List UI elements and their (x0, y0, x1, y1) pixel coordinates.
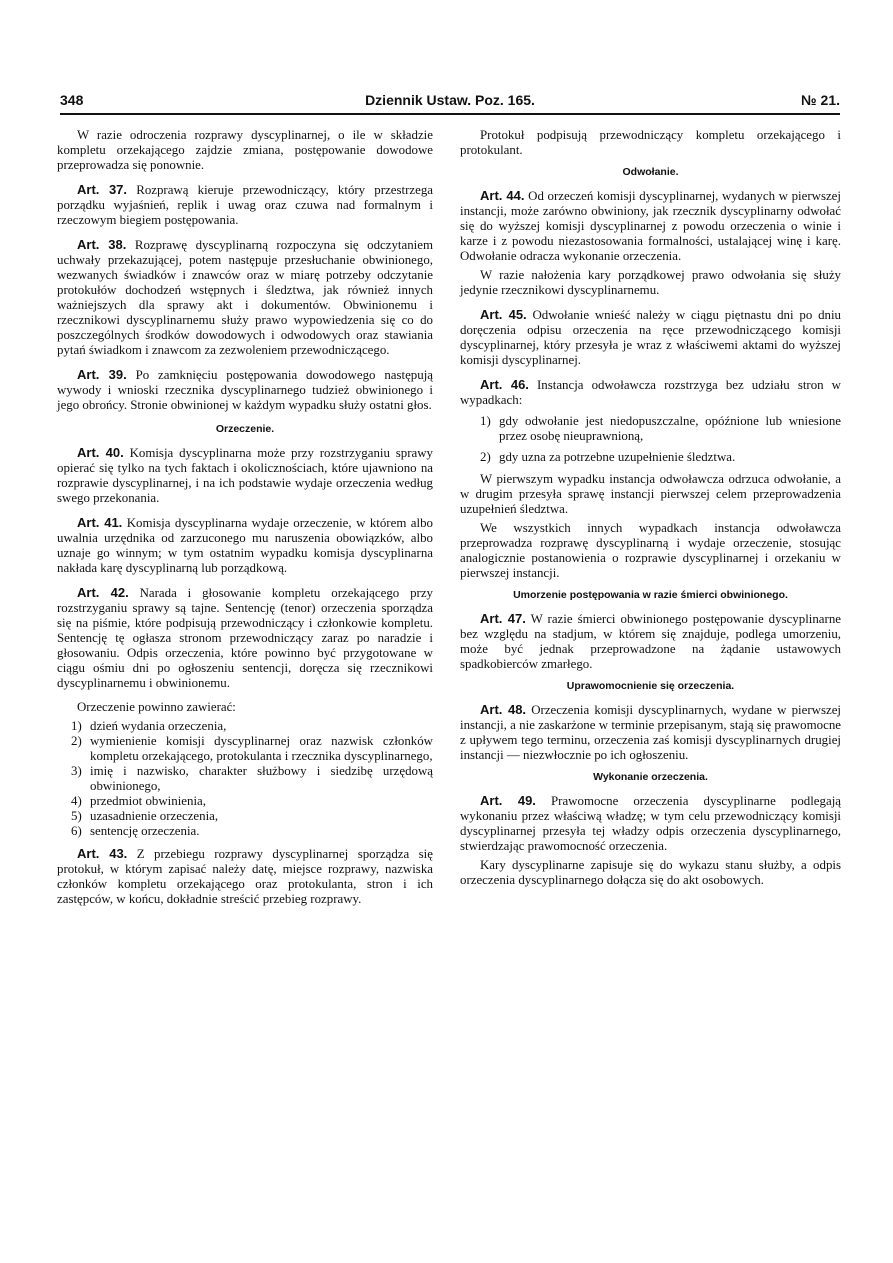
list-text: gdy odwołanie jest niedopuszczalne, opóźnione lub wniesione przez osobę nieuprawnioną, (499, 414, 841, 443)
article-49 (460, 793, 841, 854)
article-label: Art. 37. (77, 182, 128, 197)
article-label: Art. 39. (77, 367, 127, 382)
journal-title: Dziennik Ustaw. Poz. 165. (365, 92, 535, 108)
list-text: uzasadnienie orzeczenia, (90, 809, 219, 823)
article-37 (57, 182, 433, 228)
article-text: Po zamknięciu postępowania dowodowego następują wywody i wnioski rzecznika dyscyplinarnego tudzież obwinionego i jego obrońcy. Stronie obwinionej w każdym wypadku służy ostatni głos. (57, 368, 433, 412)
article-label: Art. 46. (480, 377, 529, 392)
article-44 (460, 188, 841, 264)
article-42 (57, 585, 433, 691)
list-number: 5) (71, 809, 82, 823)
article-text: Od orzeczeń komisji dyscyplinarnej, wydanych w pierwszej instancji, może zarówno obwiniony, jak rzecznik dyscyplinarny odwołać się do wyższej komisji dyscyplinarnej z powodu orzeczenia o winie i karze i z powodu niezastosowania formalności, ustalającej winę i karę. Odwołanie odracza wykonanie orzeczenia. (460, 189, 841, 263)
article-label: Art. 48. (480, 702, 527, 717)
paragraph-odroczenie: W razie odroczenia rozprawy dyscyplinarnej, o ile w składzie kompletu orzekającego zajdzie zmiana, postępowanie dowodowe przeprowadza się ponownie. (57, 128, 433, 172)
article-text: Prawomocne orzeczenia dyscyplinarne podlegają wykonaniu przez właściwą władzę; w tym celu przewodniczący komisji dyscyplinarnej przesyła tej władzy odpis orzeczenia dyscyplinarnego, stwierdzając prawomocność orzeczenia. (460, 794, 841, 853)
paragraph-protokul: Protokuł podpisują przewodniczący kompletu orzekającego i protokulant. (460, 128, 841, 157)
list-number: 2) (71, 734, 82, 748)
page-number: 348 (60, 92, 84, 108)
article-text: Orzeczenia komisji dyscyplinarnych, wydane w pierwszej instancji, a nie zaskarżone w terminie przepisanym, stają się prawomocne z upływem tego terminu, orzeczenia zaś komisji dyscyplinarnych drugiej instancji — niezwłocznie po ich ogłoszeniu. (460, 703, 841, 762)
article-43 (57, 846, 433, 907)
list-text: gdy uzna za potrzebne uzupełnienie śledztwa. (499, 450, 736, 464)
list-item (460, 450, 841, 465)
list-text: dzień wydania orzeczenia, (90, 719, 227, 733)
article-text: Komisja dyscyplinarna wydaje orzeczenie, w którem albo uwalnia urzędnika od zarzuconego mu naruszenia obowiązków, albo uznaje go winnym; w tym ostatnim wypadku komisja dyscyplinarna nakłada karę dyscyplinarną lub porządkową. (57, 516, 433, 575)
article-label: Art. 47. (480, 611, 526, 626)
contents-list (57, 719, 433, 839)
article-text: Odwołanie wnieść należy w ciągu piętnastu dni po dniu doręczenia odpisu orzeczenia na ręce przewodniczącego komisji dyscyplinarnej, który przesyła je wraz z właściwemi aktami do wyższej komisji dyscyplinarnej. (460, 308, 841, 367)
list-text: przedmiot obwinienia, (90, 794, 206, 808)
issue-number: № 21. (801, 92, 840, 108)
paragraph-kary: Kary dyscyplinarne zapisuje się do wykazu stanu służby, a odpis orzeczenia dyscyplinarnego dołącza się do akt osobowych. (460, 858, 841, 887)
article-text: Narada i głosowanie kompletu orzekającego przy rozstrzyganiu sprawy są tajne. Sentencję (tenor) orzeczenia sporządza się na piśmie, które podpisują przewodniczący i członkowie kompletu. Sentencję tę ogłasza stronom przewodniczący zaraz po naradzie i głosowaniu. Odpis orzeczenia, które powinno być przygotowane w ciągu ośmiu dni po ogłoszeniu sentencji, doręcza się rzecznikowi dyscyplinarnemu i obwinionemu. (57, 586, 433, 690)
list-item (57, 809, 433, 824)
article-46 (460, 377, 841, 408)
paragraph-pierwszym: W pierwszym wypadku instancja odwoławcza odrzuca odwołanie, a w drugim przesyła sprawę instancji pierwszej celem przeprowadzenia uzupełnień śledztwa. (460, 472, 841, 516)
article-label: Art. 43. (77, 846, 128, 861)
section-heading-wykonanie: Wykonanie orzeczenia. (593, 771, 708, 783)
left-column (57, 128, 433, 911)
article-text: Komisja dyscyplinarna może przy rozstrzyganiu sprawy opierać się tylko na tych faktach i okolicznościach, które ujawniono na rozprawie dyscyplinarnej, i na ich podstawie wydaje orzeczenia według swego przekonania. (57, 446, 433, 505)
article-45 (460, 307, 841, 368)
list-text: imię i nazwisko, charakter służbowy i siedzibę urzędową obwinionego, (90, 764, 433, 793)
list-text: sentencję orzeczenia. (90, 824, 200, 838)
article-text: Rozprawą kieruje przewodniczący, który przestrzega porządku wyjaśnień, replik i uwag oraz czuwa nad formalnym i rzeczowym biegiem postępowania. (57, 183, 433, 227)
article-39 (57, 367, 433, 413)
list-number: 4) (71, 794, 82, 808)
article-label: Art. 38. (77, 237, 127, 252)
article-text: Z przebiegu rozprawy dyscyplinarnej sporządza się protokuł, w którym zapisać należy datę, miejsce rozprawy, nazwiska członków kompletu orzekającego oraz protokulanta, stron i ich zastępców, w końcu, dokładnie streścić przebieg rozprawy. (57, 847, 433, 906)
article-label: Art. 45. (480, 307, 527, 322)
article-47 (460, 611, 841, 672)
page-header (60, 92, 840, 114)
right-column (460, 128, 841, 892)
list-item (57, 824, 433, 839)
paragraph-innych: We wszystkich innych wypadkach instancja odwoławcza przeprowadza rozprawę dyscyplinarną i wydaje orzeczenie, stosując analogicznie postanowienia o rozprawie dyscyplinarnej i orzekaniu w pierwszej instancji. (460, 521, 841, 580)
list-number: 2) (480, 450, 491, 464)
list-number: 1) (480, 414, 491, 428)
article-text: Instancja odwoławcza rozstrzyga bez udziału stron w wypadkach: (460, 378, 841, 407)
list-item (57, 719, 433, 734)
section-heading-umorzenie: Umorzenie postępowania w razie śmierci obwinionego. (513, 589, 788, 601)
section-heading-odwolanie: Odwołanie. (622, 166, 679, 178)
section-heading-orzeczenie: Orzeczenie. (215, 423, 275, 435)
article-label: Art. 44. (480, 188, 525, 203)
list-number: 6) (71, 824, 82, 838)
list-number: 1) (71, 719, 82, 733)
article-48 (460, 702, 841, 763)
article-text: W razie śmierci obwinionego postępowanie dyscyplinarne bez względu na stadjum, w którem się znajduje, podlega umorzeniu, może być jednak przeprowadzone na żądanie ustawowych spadkobierców zmarłego. (460, 612, 841, 671)
article-38 (57, 237, 433, 358)
header-rule (60, 113, 840, 115)
list-item (57, 734, 433, 764)
list-text: wymienienie komisji dyscyplinarnej oraz nazwisk członków kompletu orzekającego, protokulanta i rzecznika dyscyplinarnego, (90, 734, 433, 763)
article-label: Art. 40. (77, 445, 124, 460)
article-label: Art. 41. (77, 515, 123, 530)
list-item (57, 794, 433, 809)
list-number: 3) (71, 764, 82, 778)
article-label: Art. 42. (77, 585, 129, 600)
list-item (57, 764, 433, 794)
section-heading-uprawomocnienie: Uprawomocnienie się orzeczenia. (566, 680, 735, 692)
article-label: Art. 49. (480, 793, 536, 808)
cases-list (460, 414, 841, 465)
article-text: Rozprawę dyscyplinarną rozpoczyna się odczytaniem uchwały przekazującej, potem następuje przesłuchanie obwinionego, wezwanych świadków i znawców oraz w miarę potrzeby odczytanie protokułów dochodzeń wstępnych i śledztwa, jak również innych ważniejszych dla sprawy akt i dokumentów. Obwinionemu i rzecznikowi dyscyplinarnemu służy prawo wypowiedzenia się co do poszczególnych środków dowodowych i odwodowych oraz stawiania pytań świadkom i znawcom za zezwoleniem przewodniczącego. (57, 238, 433, 357)
paragraph-kara-porzadkowa: W razie nałożenia kary porządkowej prawo odwołania się służy jedynie rzecznikowi dyscyplinarnemu. (460, 268, 841, 297)
list-item (460, 414, 841, 444)
article-41 (57, 515, 433, 576)
paragraph-zawierac: Orzeczenie powinno zawierać: (77, 700, 236, 714)
article-40 (57, 445, 433, 506)
